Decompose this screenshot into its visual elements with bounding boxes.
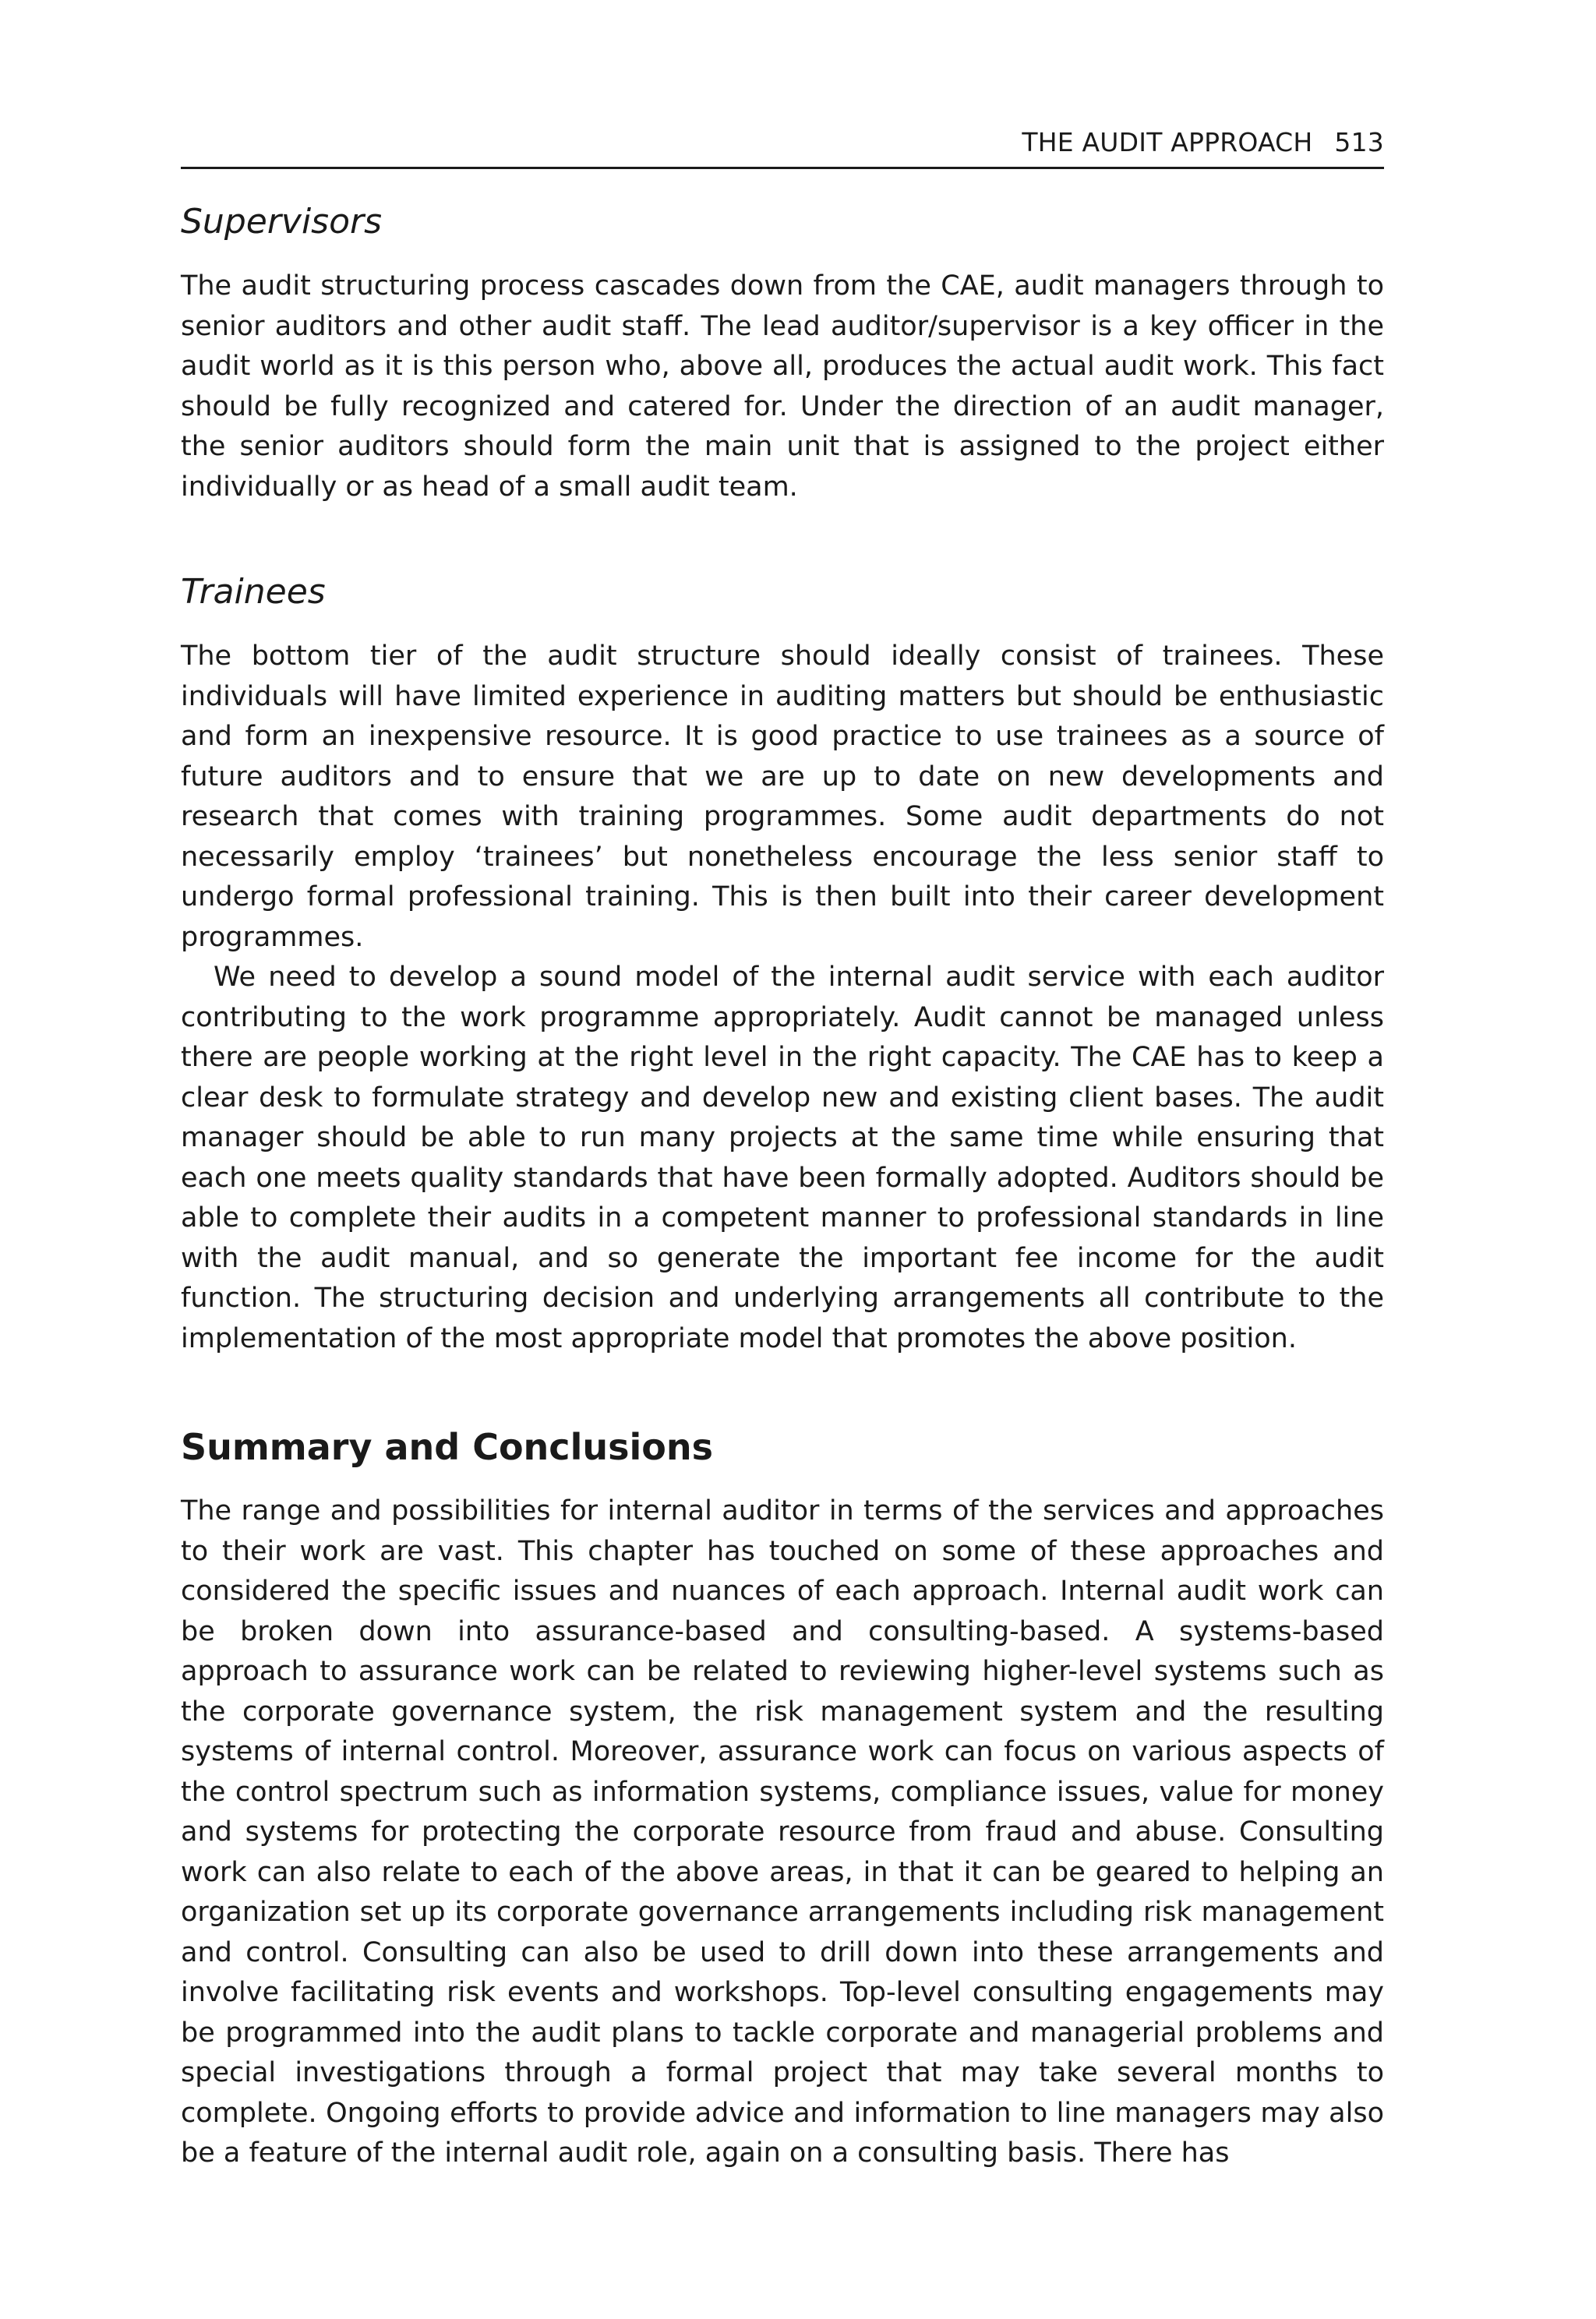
header-rule	[181, 167, 1384, 169]
section-heading-trainees: Trainees	[181, 572, 326, 612]
paragraph-trainees-1: The bottom tier of the audit structure should ideally consist of trainees. These individuals will have limited experience in auditing matters but should be enthusiastic and form an inexpensive resource. It is good practice to use trainees as a source of future auditors and to ensure that we are up to date on new developments and research that comes with training programmes. Some audit departments do not necessarily employ ‘trainees’ but nonetheless encourage the less senior staff to undergo formal professional training. This is then built into their career development programmes.	[181, 641, 1384, 953]
paragraph-supervisors: The audit structuring process cascades down from the CAE, audit managers through to senior auditors and other audit staff. The lead auditor/supervisor is a key officer in the audit world as it is this person who, above all, produces the actual audit work. This fact should be fully recognized and catered for. Under the direction of an audit manager, the senior auditors should form the main unit that is assigned to the project either individually or as head of a small audit team.	[181, 270, 1384, 503]
paragraph-trainees-2: We need to develop a sound model of the internal audit service with each auditor contributing to the work programme appropriately. Audit cannot be managed unless there are people working at the right level in the right capacity. The CAE has to keep a clear desk to formulate strategy and develop new and existing client bases. The audit manager should be able to run many projects at the same time while ensuring that each one meets quality standards that have been formally adopted. Auditors should be able to complete their audits in a competent manner to professional standards in line with the audit manual, and so generate the important fee income for the audit function. The structuring decision and underlying arrangements all contribute to the implementation of the most appropriate model that promotes the above position.	[181, 962, 1384, 1354]
section-heading-supervisors: Supervisors	[181, 202, 383, 242]
running-head	[181, 118, 1384, 165]
page-body	[181, 195, 1384, 2174]
section-heading-summary: Summary and Conclusions	[181, 1426, 713, 1468]
paragraph-summary: The range and possibilities for internal auditor in terms of the services and approaches to their work are vast. This chapter has touched on some of these approaches and considered the specific issues and nuances of each approach. Internal audit work can be broken down into assurance-based and consulting-based. A systems-based approach to assurance work can be related to reviewing higher-level systems such as the corporate governance system, the risk management system and the resulting systems of internal control. Moreover, assurance work can focus on various aspects of the control spectrum such as information systems, compliance issues, value for money and systems for protecting the corporate resource from fraud and abuse. Consulting work can also relate to each of the above areas, in that it can be geared to helping an organization set up its corporate governance arrangements including risk management and control. Consulting can also be used to drill down into these arrangements and involve facilitating risk events and workshops. Top-level consulting engagements may be programmed into the audit plans to tackle corporate and managerial problems and special investigations through a formal project that may take several months to complete. Ongoing efforts to provide advice and information to line managers may also be a feature of the internal audit role, again on a consulting basis. There has	[181, 1495, 1384, 2169]
page-number: 513	[1334, 126, 1384, 157]
running-head-title: THE AUDIT APPROACH	[1022, 126, 1313, 157]
